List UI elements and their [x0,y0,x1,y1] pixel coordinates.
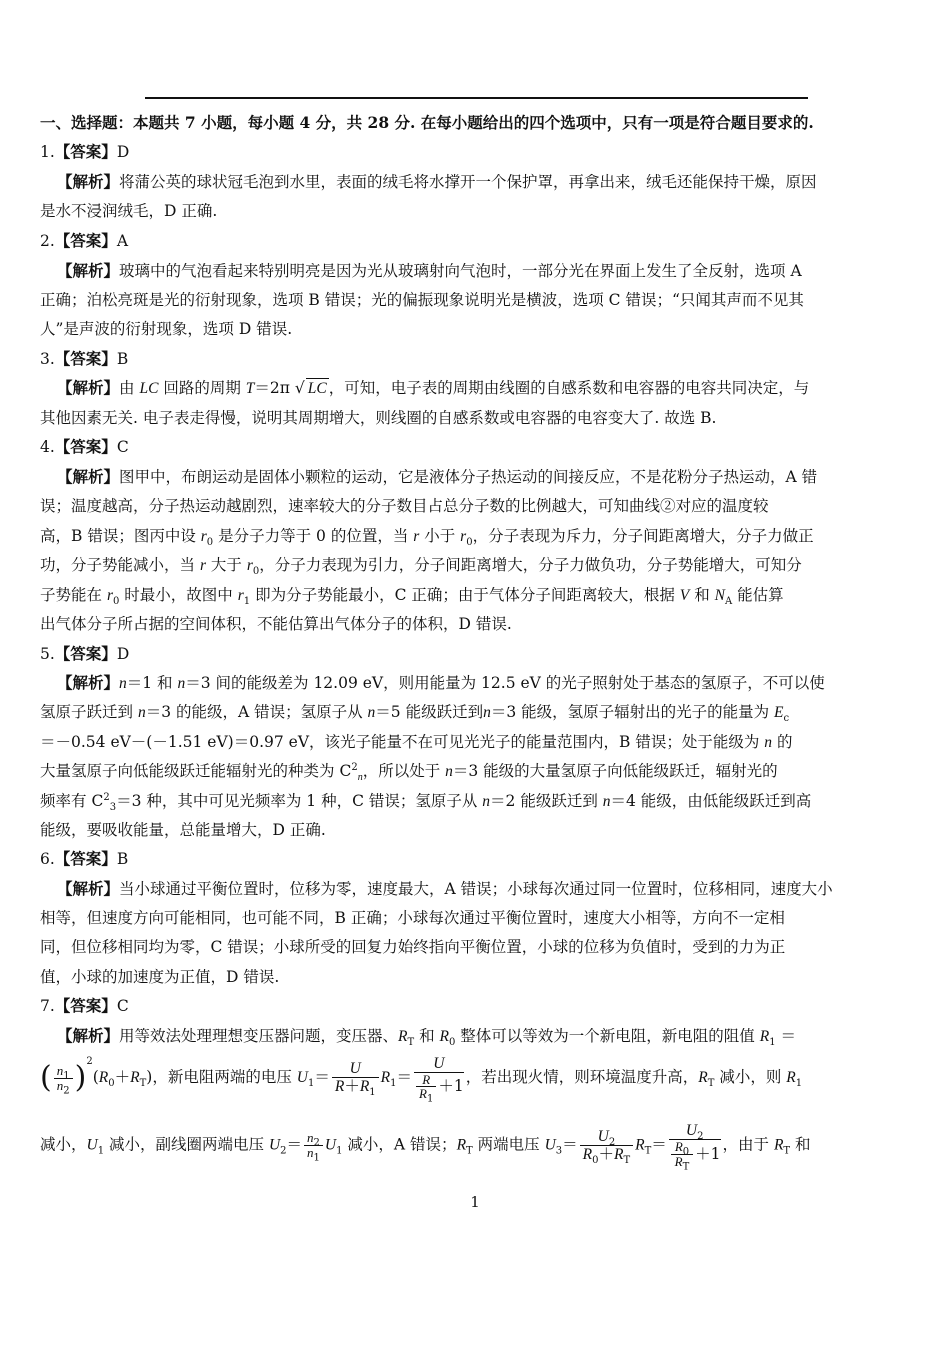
sqrt-sign: √ [294,379,305,397]
q4-explain-line-4: 功，分子势能减小，当 r 大于 $r_0$，分子力表现为引力，分子间距离增大，分子力做负功，分子势能增大，可知分 [40,556,802,578]
q4-explain-line-1: 【解析】图甲中，布朗运动是固体小颗粒的运动，它是液体分子热运动的间接反应，不是花粉分子热运动，A 错 [57,467,818,486]
u1-fraction: $\frac{U}{R+R_1}$ [332,1061,379,1095]
q4-explain-line-5: 子势能在 $r_0$ 时最小，故图中 $r_1$ 即为分子势能最小，C 正确；由于气体分子间距离较大，根据 V 和 $N_A$ 能估算 [40,586,784,608]
q3-explain-line-1: 【解析】由 LC 回路的周期 T＝2π √ LC ，可知，电子表的周期由线圈的自感系数和电容器的电容共同决定，与 [57,378,810,397]
q7-explain-line-2: ( $\frac{n_1}{n_2}$ )$^2(R_0+R_T)$，新电阻两端的电压 $U_1=$ $\frac{U}{R+R_1}$ $R_1=$ U $\frac{R}{R_1}$ ＋1 ，若出现火情，则环境温度升高，$R_T$ 减小，则 $R_1$ [40,1054,803,1105]
page-number: 1 [470,1193,480,1211]
q3-answer-line: 3.【答案】B [40,349,129,368]
q1-answer-line [40,142,910,162]
q4-explain-line-6: 出气体分子所占据的空间体积，不能估算出气体分子的体积，D 错误. [40,615,512,633]
u1-nested-fraction: U $\frac{R}{R_1}$ ＋1 [414,1056,464,1101]
section-header: 一、选择题：本题共 7 小题，每小题 4 分，共 28 分. 在每小题给出的四个选项中，只有一项是符合题目要求的. [40,113,814,132]
q2-explain-line-3: 人”是声波的衍射现象，选项 D 错误. [40,320,293,338]
q6-answer: B [116,850,129,868]
q3-answer: B [116,350,129,368]
q6-explain-line-3: 同，但位移相同均为零，C 错误；小球所受的回复力始终指向平衡位置，小球的位移为负值时，受到的力为正 [40,938,786,956]
q5-explain-line-1: 【解析】n＝1 和 n＝3 间的能级差为 12.09 eV，则用能量为 12.5 eV 的光子照射处于基态的氢原子，不可以使 [57,673,825,692]
q6-answer-line: 6.【答案】B [40,849,129,868]
q1-answer: D [116,143,130,161]
q5-answer: D [116,645,130,663]
q7-explain-line-1: 【解析】用等效法处理理想变压器问题，变压器、$R_T$ 和 $R_0$ 整体可以等效为一个新电阻，新电阻的阻值 $R_1$ ＝ [57,1026,797,1049]
q1-explain-line-2: 是水不浸润绒毛，D 正确. [40,202,218,220]
turns-ratio-inverse-fraction: $\frac{n_2}{n_1}$ [304,1131,323,1160]
sqrt-lc: LC [307,380,327,397]
q7-answer: C [116,997,129,1015]
u3-fraction: $\frac{U_2}{R_0+R_T}$ [580,1128,634,1163]
q4-answer: C [116,438,129,456]
q5-answer-line: 5.【答案】D [40,644,130,663]
q7-answer-line: 7.【答案】C [40,996,129,1015]
q4-explain-line-2: 误；温度越高，分子热运动越剧烈，速率较大的分子数目占总分子数的比例越大，可知曲线②对应的温度较 [40,497,769,515]
q2-answer-line: 2.【答案】A [40,231,129,250]
header-rule [145,97,808,99]
q5-explain-line-3: ＝－0.54 eV－(－1.51 eV)＝0.97 eV，该光子能量不在可见光光子的能量范围内，B 错误；处于能级为 n 的 [40,733,793,751]
q1-explain-line-1: 【解析】将蒲公英的球状冠毛泡到水里，表面的绒毛将水撑开一个保护罩，再拿出来，绒毛还能保持干燥，原因 [57,172,817,191]
q4-answer-line: 4.【答案】C [40,437,129,456]
explain-tag: 【解析】 [57,172,120,191]
q6-explain-line-1: 【解析】当小球通过平衡位置时，位移为零，速度最大，A 错误；小球每次通过同一位置时，位移相同，速度大小 [57,879,833,898]
q7-explain-line-3: 减小，$U_1$ 减小，副线圈两端电压 $U_2=$ $\frac{n_2}{n_1}$ $U_1$ 减小，A 错误；$R_T$ 两端电压 $U_3=$ $\frac{U_2}{R_0+R_T}$ $R_T=$ $U_2$ $\frac{R_0}{R_T}$ ＋1 ，由于 $R_T$ 和 [40,1122,811,1173]
q2-explain-line-1: 【解析】玻璃中的气泡看起来特别明亮是因为光从玻璃射向气泡时，一部分光在界面上发生了全反射，选项 A [57,261,802,280]
q5-explain-line-6: 能级，要吸收能量，总能量增大，D 正确. [40,821,326,839]
q6-explain-line-4: 值，小球的加速度为正值，D 错误. [40,968,280,986]
q1-number: 1. [40,143,55,161]
q5-explain-line-2: 氢原子跃迁到 n＝3 的能级，A 错误；氢原子从 n＝5 能级跃迁到n＝3 能级，氢原子辐射出的光子的能量为 $E_c$ [40,703,790,725]
q5-explain-line-4: 大量氢原子向低能级跃迁能辐射光的种类为 $C^2_n$，所以处于 n＝3 能级的大量氢原子向低能级跃迁，辐射光的 [40,761,778,784]
turns-ratio-fraction: $\frac{n_1}{n_2}$ [54,1064,73,1093]
u3-nested-fraction: $U_2$ $\frac{R_0}{R_T}$ ＋1 [669,1122,721,1169]
q4-explain-line-3: 高，B 错误；图丙中设 $r_0$ 是分子力等于 0 的位置，当 r 小于 $r_0$，分子表现为斥力，分子间距离增大，分子力做正 [40,527,814,549]
q2-explain-line-2: 正确；泊松亮斑是光的衍射现象，选项 B 错误；光的偏振现象说明光是横波，选项 C 错误；“只闻其声而不见其 [40,291,804,309]
answer-tag: 【答案】 [54,142,117,161]
q5-explain-line-5: 频率有 $C^2_3=3$ 种，其中可见光频率为 1 种，C 错误；氢原子从 n＝2 能级跃迁到 n＝4 能级，由低能级跃迁到高 [40,791,812,814]
q3-explain-line-2: 其他因素无关. 电子表走得慢，说明其周期增大，则线圈的自感系数或电容器的电容变大了. 故选 B. [40,409,717,427]
q6-explain-line-2: 相等，但速度方向可能相同，也可能不同，B 正确；小球每次通过平衡位置时，速度大小相等，方向不一定相 [40,909,785,927]
q2-answer: A [116,232,129,250]
